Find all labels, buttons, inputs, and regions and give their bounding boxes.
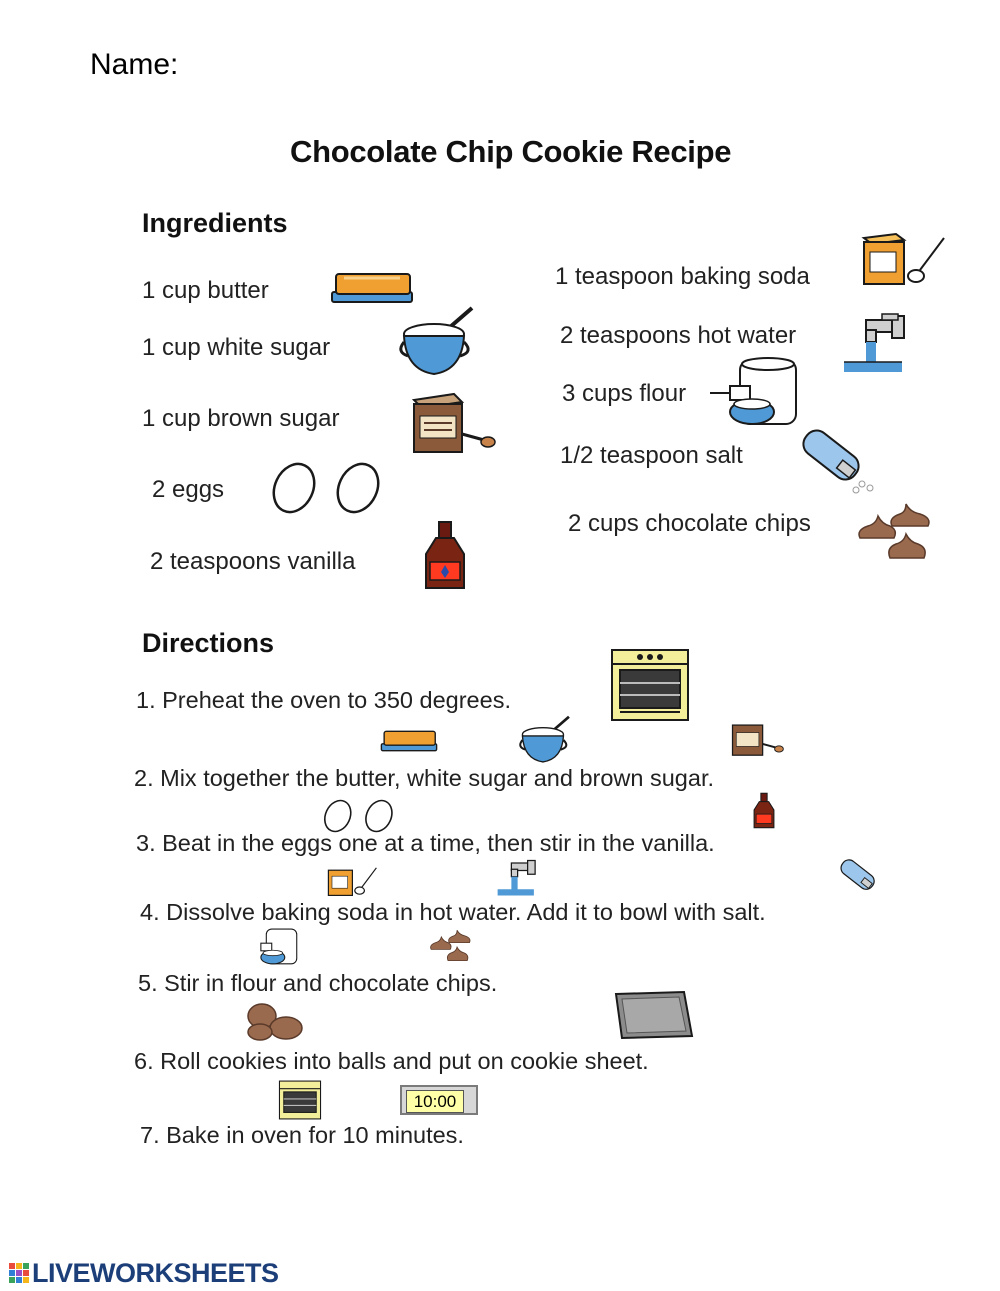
name-label: Name:	[90, 48, 179, 81]
timer-display: 10:00	[406, 1090, 464, 1113]
chocolate-chips-icon	[856, 500, 938, 564]
ingredient-white-sugar: 1 cup white sugar	[142, 334, 331, 361]
ingredient-vanilla: 2 teaspoons vanilla	[150, 548, 356, 575]
ingredient-baking-soda: 1 teaspoon baking soda	[555, 263, 810, 290]
eggs-small-icon	[320, 798, 398, 834]
ingredient-chocolate-chips: 2 cups chocolate chips	[568, 510, 811, 537]
flour-bag-icon	[710, 356, 802, 430]
salt-shaker-icon	[792, 424, 878, 494]
timer-icon	[400, 1085, 478, 1115]
direction-step-6: 6. Roll cookies into balls and put on cookie sheet.	[134, 1048, 649, 1074]
chocolate-chips-small-icon	[428, 928, 476, 964]
vanilla-bottle-icon	[422, 520, 468, 592]
baking-soda-icon	[860, 232, 950, 288]
direction-step-7: 7. Bake in oven for 10 minutes.	[140, 1122, 464, 1148]
ingredient-butter: 1 cup butter	[142, 277, 269, 304]
ingredient-eggs: 2 eggs	[152, 476, 225, 503]
salt-small-icon	[834, 856, 886, 898]
liveworksheets-logo-icon	[8, 1262, 30, 1284]
ingredient-salt: 1/2 teaspoon salt	[560, 442, 743, 469]
direction-step-1: 1. Preheat the oven to 350 degrees.	[136, 687, 511, 713]
white-sugar-small-icon	[516, 714, 574, 766]
direction-step-3: 3. Beat in the eggs one at a time, then stir in the vanilla.	[136, 830, 715, 856]
flour-small-icon	[250, 926, 300, 968]
ingredients-heading: Ingredients	[142, 208, 288, 238]
brown-sugar-box-icon	[410, 390, 496, 456]
white-sugar-bowl-icon	[396, 304, 478, 380]
hot-water-faucet-icon	[842, 312, 908, 376]
hot-water-small-icon	[496, 858, 538, 898]
page-title: Chocolate Chip Cookie Recipe	[290, 134, 732, 169]
cookie-dough-balls-icon	[244, 1000, 306, 1042]
liveworksheets-brand[interactable]: LIVEWORKSHEETS	[32, 1258, 279, 1288]
oven-small-icon	[276, 1080, 324, 1120]
directions-heading: Directions	[142, 628, 275, 658]
ingredient-hot-water: 2 teaspoons hot water	[560, 322, 797, 349]
direction-step-5: 5. Stir in flour and chocolate chips.	[138, 970, 498, 996]
brown-sugar-small-icon	[730, 716, 784, 758]
ingredient-flour: 3 cups flour	[562, 380, 687, 407]
vanilla-small-icon	[752, 792, 776, 830]
butter-small-icon	[380, 728, 438, 754]
butter-icon	[330, 270, 414, 306]
eggs-icon	[268, 460, 386, 516]
baking-soda-small-icon	[326, 864, 380, 898]
oven-icon	[610, 648, 690, 722]
direction-step-4: 4. Dissolve baking soda in hot water. Add it to bowl with salt.	[140, 899, 766, 925]
ingredient-brown-sugar: 1 cup brown sugar	[142, 405, 340, 432]
cookie-sheet-icon	[612, 990, 694, 1040]
direction-step-2: 2. Mix together the butter, white sugar and brown sugar.	[134, 765, 715, 791]
